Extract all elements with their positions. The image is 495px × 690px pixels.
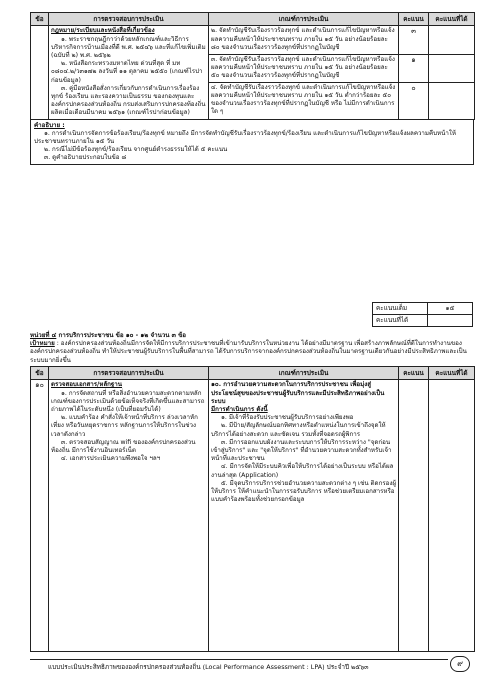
got-score-label: คะแนนที่ได้	[373, 315, 428, 327]
criteria-item: ๑. มีเจ้าที่ร้องรับประชาชนผู้รับบริการอย่างเพียงพอ	[221, 414, 354, 422]
check-item: ๒. แบบคำร้อง คำสั่งให้เจ้าหน้าที่บริการ ล่วงเวลาหักเที่ยง หรือวันหยุดราชการ หลักฐานการให้บริการในช่วงเวลาดังกล่าว	[51, 414, 198, 438]
criteria-subtitle: มีการดำเนินการ ดังนี้	[211, 406, 268, 414]
legal-item: ๑. พระราชกฤษฎีกาว่าด้วยหลักเกณฑ์และวิธีการบริหารกิจการบ้านเมืองที่ดี พ.ศ. ๒๕๔๖ และที่แก้ไขเพิ่มเติม (ฉบับที่ ๒) พ.ศ. ๒๕๖๒	[51, 35, 206, 60]
section-title-prefix: หน่วยที่ ๔	[30, 332, 57, 339]
header-score: คะแนน	[399, 367, 429, 380]
table-header-row	[31, 13, 475, 26]
criteria-cell: ๒. จัดทำบัญชีรับเรื่องราวร้องทุกข์ และดำเนินการแก้ไขปัญหาหรือแจ้งผลความคืบหน้าให้ประชาชนทราบ ภายใน ๑๕ วัน อย่างน้อยร้อยละ ๘๐ ของจำนวนเรื่องราวร้องทุกข์ที่ปรากฏในบัญชี	[209, 26, 399, 54]
section-title: การบริการประชาชน ข้อ ๑๐ - ๑๒ จำนวน ๓ ข้อ	[56, 332, 187, 339]
legal-references	[49, 26, 209, 119]
criteria-item: ๒. มีป้าย/สัญลักษณ์บอกทิศทางหรือตำแหน่งในการเข้าถึงจุดให้บริการได้อย่างสะดวก และชัดเจน รวมทั้งที่จอดรถผู้พิการ	[211, 422, 386, 438]
note-item: ๑. การดำเนินการจัดการข้อร้องเรียน/ร้องทุกข์ หมายถึง มีการจัดทำบัญชีรับเรื่องราวร้องทุกข์/ร้องเรียน และดำเนินการแก้ไขปัญหาหรือแจ้งผลความคืบหน้าให้ประชาชนทราบภายใน ๑๕ วัน	[34, 129, 456, 145]
score-cell: ๓	[399, 26, 429, 54]
criteria-cell: ๔. จัดทำบัญชีรับเรื่องราวร้องทุกข์ และดำเนินการแก้ไขปัญหาหรือแจ้งผลความคืบหน้าให้ประชาชนทราบ ภายใน ๑๕ วัน ต่ำกว่าร้อยละ ๕๐ ของจำนวนเรื่องราวร้องทุกข์ที่ปรากฏในบัญชี หรือ ไม่มีการดำเนินการ ใด ๆ	[209, 82, 399, 119]
criteria-item: ๓. มีการออกแบบผังงานและระบบการให้บริการระหว่าง "จุดก่อนเข้าสู่บริการ" และ "จุดให้บริการ" ที่อำนวยความสะดวกทั้งสำหรับเจ้าหน้าที่และประชาชน	[211, 438, 392, 463]
section-unit-4	[30, 332, 474, 365]
criteria-item: ๔. มีการจัดให้มีระบบคิวเพื่อให้บริการได้อย่างเป็นระบบ หรือได้ผลงานล่าสุด (Application)	[211, 463, 394, 479]
item-number: ๑๐	[31, 380, 49, 652]
full-score-value: ๑๕	[428, 303, 473, 315]
check-item: ๔. เอกสารประเมินความพึงพอใจ ฯลฯ	[61, 455, 161, 463]
table-1	[30, 12, 474, 165]
criteria-item: ๕. มีจุดบริการบริการช่วยอำนวยความสะดวกต่าง ๆ เช่น ติดกรองผู้ให้บริการ ให้คำแนะนำในการรอรับบริการ หรือช่วยเตรียมเอกสารหรือแบบคำร้องพร้อมทั้งช่วยกรอกข้อมูล	[211, 479, 397, 504]
notes-title: คำอธิบาย :	[34, 121, 65, 129]
score-got-cell	[429, 380, 475, 652]
check-item: ๑. การจัดสถานที่ หรือสิ่งอำนวยความสะดวกตามหลักเกณฑ์ของการประเมินด้วยข้อเท็จจริงที่เกิดขึ้นและสามารถถ่ายภาพได้ในระดับหนึ่ง (เป็นที่ยอมรับได้)	[51, 389, 205, 414]
score-cell: ๑	[399, 54, 429, 82]
check-item: ๓. ตรวจสอบสัญญาณ wifi ขององค์กรปกครองส่วนท้องถิ่น มีการใช้งานอินเทอร์เน็ต	[51, 438, 196, 454]
check-title: ตรวจสอบเอกสาร/หลักฐาน	[51, 381, 123, 389]
full-score-label: คะแนนเต็ม	[373, 303, 428, 315]
header-check: การตรวจสอบการประเมิน	[49, 367, 209, 380]
header-criteria: เกณฑ์การประเมิน	[209, 367, 399, 380]
header-criteria: เกณฑ์การประเมิน	[209, 13, 399, 26]
footer-divider	[30, 659, 448, 660]
header-score-got: คะแนนที่ได้	[429, 13, 475, 26]
criteria-title: ๑๐. การอำนวยความสะดวกในการบริการประชาชน เพื่อมุ่งสู่ประโยชน์สุขของประชาชนผู้รับบริการและมีประสิทธิภาพอย่างเป็นระบบ	[211, 381, 385, 405]
page-number: ๙	[450, 656, 470, 672]
score-summary	[372, 302, 472, 327]
header-no: ข้อ	[31, 13, 49, 26]
notes-box	[30, 120, 474, 166]
check-cell	[49, 380, 209, 652]
score-got-cell	[429, 26, 475, 54]
note-item: ๒. กรณีไม่มีข้อร้องทุกข์/ร้องเรียน จากศูนย์ดำรงธรรมให้ได้ ๕ คะแนน	[44, 146, 228, 154]
table-row	[31, 380, 475, 652]
score-cell	[399, 380, 429, 652]
score-got-cell	[429, 82, 475, 119]
score-cell: ๐	[399, 82, 429, 119]
header-check: การตรวจสอบการประเมิน	[49, 13, 209, 26]
legal-title: กฎหมาย/ระเบียบและหนังสือที่เกี่ยวข้อง	[51, 27, 155, 35]
header-no: ข้อ	[31, 367, 49, 380]
goal-text: : องค์กรปกครองส่วนท้องถิ่นมีการจัดให้มีการบริการประชาชนที่เข้ามารับบริการในหน่วยงาน ได้อย่างมีมาตรฐาน เพื่อสร้างภาพลักษณ์ที่ดีในการทำงานขององค์กรปกครองส่วนท้องถิ่น ทำให้ประชาชนผู้รับบริการในพื้นที่สามารถ ได้รับการบริการจากองค์กรปกครองส่วนท้องถิ่นในมาตรฐานเดียวกันอย่างมีประสิทธิภาพและเป็นระบบมากยิ่งขึ้น	[30, 340, 467, 364]
header-score: คะแนน	[399, 13, 429, 26]
header-score-got: คะแนนที่ได้	[429, 367, 475, 380]
goal-label: เป้าหมาย	[30, 340, 55, 348]
got-score-value	[428, 315, 473, 327]
page-footer	[30, 656, 474, 676]
table-header-row	[31, 367, 475, 380]
legal-item: ๒. หนังสือกระทรวงมหาดไทย ด่วนที่สุด ที่ มท ๐๘๐๔.๒/ว๓๑๗๒ ลงวันที่ ๑๑ ตุลาคม ๒๕๕๐ (เกณฑ์ไรปาก่อนข้อมูล)	[51, 60, 203, 84]
table-2	[30, 366, 474, 652]
criteria-cell: ๓. จัดทำบัญชีรับเรื่องราวร้องทุกข์ และดำเนินการแก้ไขปัญหาหรือแจ้งผลความคืบหน้าให้ประชาชนทราบ ภายใน ๑๕ วัน อย่างน้อยร้อยละ ๕๐ ของจำนวนเรื่องราวร้องทุกข์ที่ปรากฏในบัญชี	[209, 54, 399, 82]
score-got-cell	[429, 54, 475, 82]
footer-text: แบบประเมินประสิทธิภาพขององค์กรปกครองส่วนท้องถิ่น (Local Performance Assessment : LPA) ประจำปี ๒๕๖๓	[48, 663, 369, 671]
criteria-cell	[209, 380, 399, 652]
table-row	[31, 26, 475, 54]
note-item: ๓. ดูคำอธิบายประกอบในข้อ ๘	[44, 154, 127, 162]
legal-item: ๓. คู่มือหนังสือสั่งการเกี่ยวกับการดำเนินการเรื่องร้องทุกข์ ร้องเรียน และรองความเป็นธรรม ของกองทุนและองค์กรปกครองส่วนท้องถิ่น กรมส่งเสริมการปกครองท้องถิ่น ผลิตเมื่อเดือนมีนาคม ๒๕๖๑ (เกณฑ์ไรปาก่อนข้อมูล)	[51, 84, 206, 117]
